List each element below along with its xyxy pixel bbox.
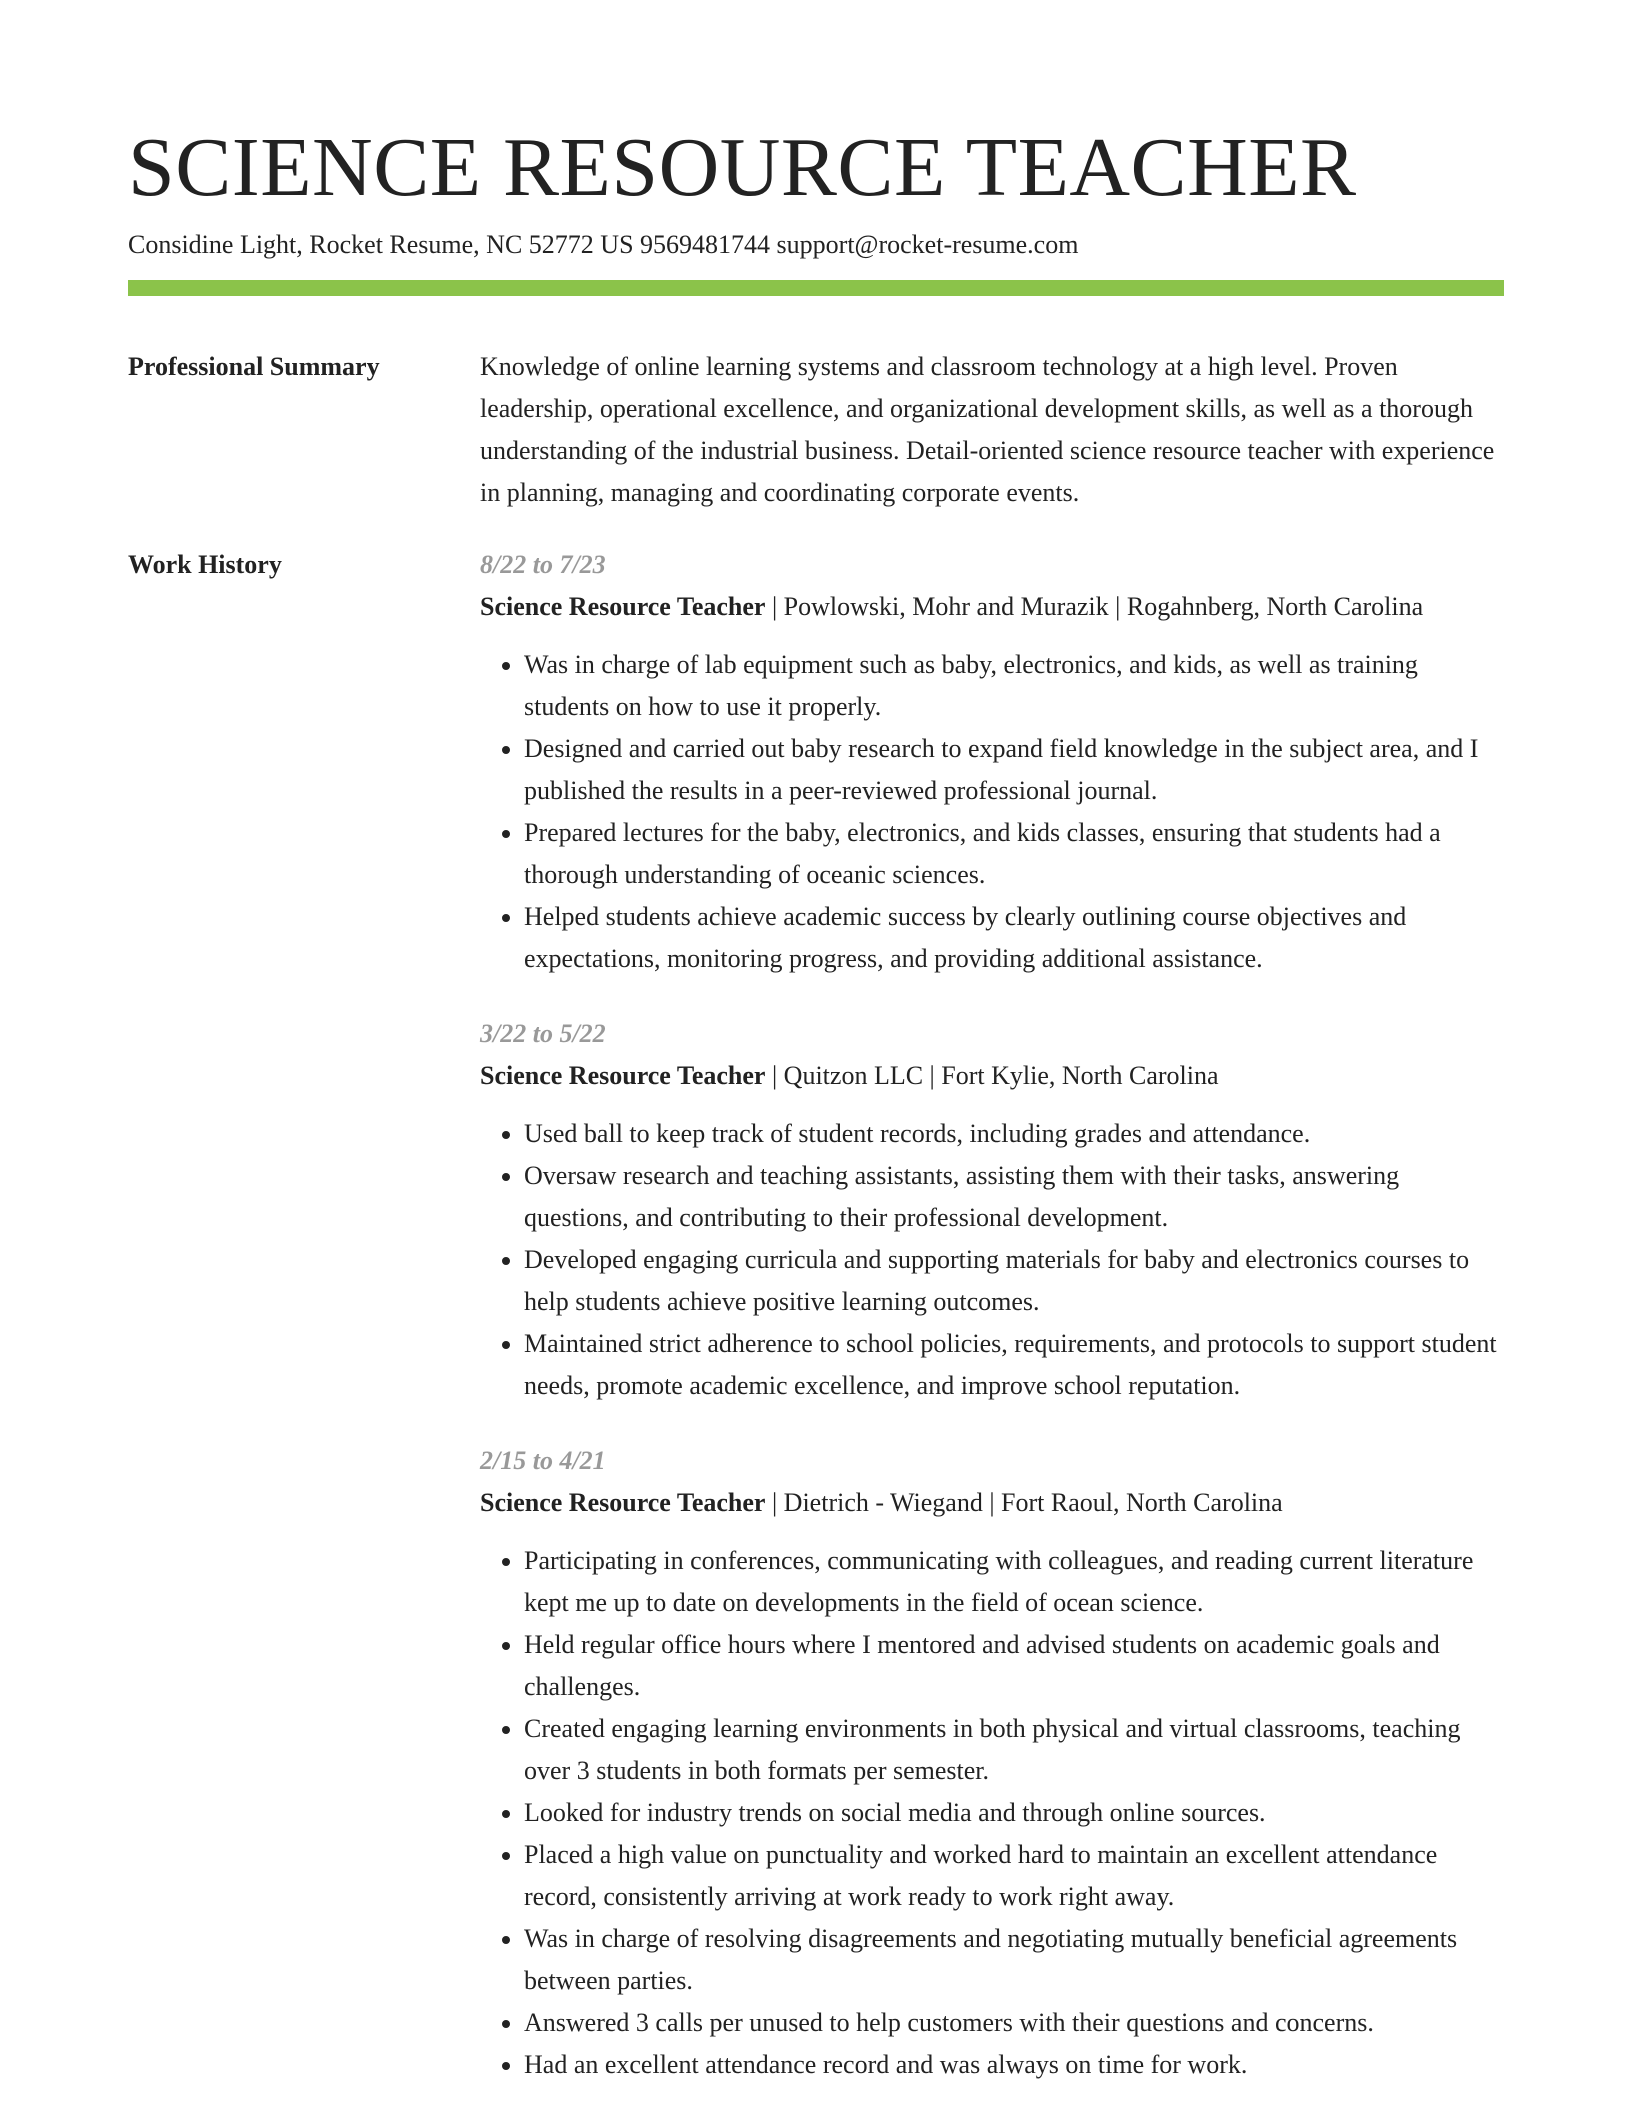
summary-section [128,346,1504,514]
work-history-section [128,544,1504,2119]
job-bullet: • Maintained strict adherence to school policies, requirements, and protocols to support student needs, promote academic excellence, and improve school reputation. [524,1323,1504,1407]
resume-name: SCIENCE RESOURCE TEACHER [128,121,1357,214]
job-bullet: • Helped students achieve academic success by clearly outlining course objectives and expectations, monitoring progress, and providing additional assistance. [524,896,1504,980]
job-dates: 2/15 to 4/21 [480,1446,606,1475]
job-bullet: • Was in charge of lab equipment such as baby, electronics, and kids, as well as training students on how to use it properly. [524,644,1504,728]
job-dates: 3/22 to 5/22 [480,1019,606,1048]
job-bullet: • Developed engaging curricula and supporting materials for baby and electronics courses to help students achieve positive learning outcomes. [524,1239,1504,1323]
job-details: | Powlowski, Mohr and Murazik | Rogahnberg, North Carolina [765,592,1424,621]
job-bullet-list [480,1113,1504,1407]
job-entry [480,1440,1504,2086]
job-title-line [480,1055,1504,1097]
job-bullet: • Looked for industry trends on social media and through online sources. [524,1792,1504,1834]
accent-divider [128,280,1504,296]
job-entry [480,544,1504,980]
work-history-label: Work History [128,550,282,579]
job-bullet: • Answered 3 calls per unused to help customers with their questions and concerns. [524,2002,1504,2044]
job-entry [480,1013,1504,1407]
job-title-line [480,586,1504,628]
job-bullet: • Had an excellent attendance record and was always on time for work. [524,2044,1504,2086]
job-bullet: • Oversaw research and teaching assistants, assisting them with their tasks, answering questions, and contributing to their professional development. [524,1155,1504,1239]
job-title-line [480,1482,1504,1524]
resume-page [128,118,1504,2119]
job-bullet: • Designed and carried out baby research to expand field knowledge in the subject area, and I published the results in a peer-reviewed professional journal. [524,728,1504,812]
job-dates: 8/22 to 7/23 [480,550,606,579]
summary-label: Professional Summary [128,352,380,381]
work-history-list [480,544,1504,2119]
job-title: Science Resource Teacher [480,592,766,621]
job-title: Science Resource Teacher [480,1061,766,1090]
job-details: | Quitzon LLC | Fort Kylie, North Carolina [765,1061,1219,1090]
job-bullet: • Created engaging learning environments in both physical and virtual classrooms, teaching over 3 students in both formats per semester. [524,1708,1504,1792]
job-bullet: • Held regular office hours where I mentored and advised students on academic goals and challenges. [524,1624,1504,1708]
contact-line: Considine Light, Rocket Resume, NC 52772 US 9569481744 support@rocket-resume.com [128,230,1079,259]
job-details: | Dietrich - Wiegand | Fort Raoul, North Carolina [765,1488,1283,1517]
summary-text: Knowledge of online learning systems and classroom technology at a high level. Proven leadership, operational excellence, and organizational development skills, as well as a thorough understanding of the industrial business. Detail-oriented science resource teacher with experience in planning, managing and coordinating corporate events. [480,352,1495,507]
job-bullet-list [480,644,1504,980]
job-bullet-list [480,1540,1504,2086]
job-bullet: • Prepared lectures for the baby, electronics, and kids classes, ensuring that students had a thorough understanding of oceanic sciences. [524,812,1504,896]
job-title: Science Resource Teacher [480,1488,766,1517]
job-bullet: • Placed a high value on punctuality and worked hard to maintain an excellent attendance record, consistently arriving at work ready to work right away. [524,1834,1504,1918]
job-bullet: • Was in charge of resolving disagreements and negotiating mutually beneficial agreements between parties. [524,1918,1504,2002]
job-bullet: • Participating in conferences, communicating with colleagues, and reading current literature kept me up to date on developments in the field of ocean science. [524,1540,1504,1624]
job-bullet: • Used ball to keep track of student records, including grades and attendance. [524,1113,1504,1155]
